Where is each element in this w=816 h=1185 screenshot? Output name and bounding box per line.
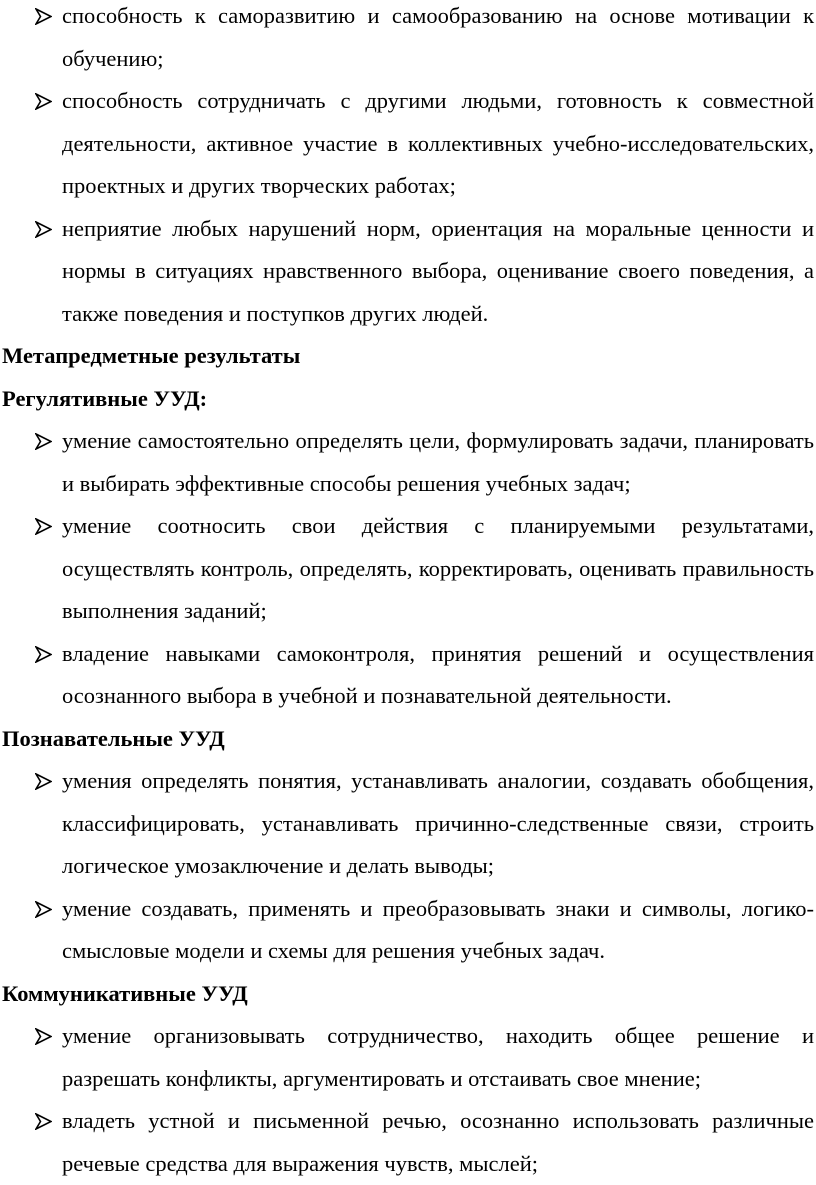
regulative-list [0, 420, 814, 718]
arrowhead-bullet-icon [35, 420, 53, 463]
list-item [0, 633, 814, 718]
arrowhead-bullet-icon [35, 208, 53, 251]
list-item-text: умение самостоятельно определять цели, формулировать задачи, планировать и выбирать эффективные способы решения учебных задач; [62, 428, 814, 496]
section-heading-metasubject: Метапредметные результаты [2, 343, 301, 368]
list-item [0, 208, 814, 336]
list-item [0, 0, 814, 80]
list-item [0, 760, 814, 888]
list-item-text: умение соотносить свои действия с планируемыми результатами, осуществлять контроль, определять, корректировать, оценивать правильность выполнения заданий; [62, 513, 814, 623]
arrowhead-bullet-icon [35, 505, 53, 548]
communicative-list [0, 1015, 814, 1185]
list-item-text: способность к саморазвитию и самообразованию на основе мотивации к обучению; [62, 3, 814, 71]
personal-results-list [0, 0, 814, 335]
arrowhead-bullet-icon [35, 80, 53, 123]
arrowhead-bullet-icon [35, 1100, 53, 1143]
section-heading-regulative: Регулятивные УУД: [2, 385, 208, 411]
arrowhead-bullet-icon [35, 760, 53, 803]
list-item [0, 505, 814, 633]
section-heading-cognitive: Познавательные УУД [2, 725, 225, 751]
arrowhead-bullet-icon [35, 633, 53, 676]
list-item [0, 888, 814, 973]
list-item [0, 420, 814, 505]
list-item [0, 1015, 814, 1100]
list-item-text: умения определять понятия, устанавливать аналогии, создавать обобщения, классифицировать, устанавливать причинно-следственные связи, строить логическое умозаключение и делать выводы; [62, 768, 814, 878]
list-item-text: умение организовывать сотрудничество, находить общее решение и разрешать конфликты, аргументировать и отстаивать свое мнение; [62, 1023, 814, 1091]
arrowhead-bullet-icon [35, 0, 53, 38]
list-item-text: владение навыками самоконтроля, принятия решений и осуществления осознанного выбора в учебной и познавательной деятельности. [62, 640, 814, 708]
cognitive-list [0, 760, 814, 973]
list-item-text: неприятие любых нарушений норм, ориентация на моральные ценности и нормы в ситуациях нравственного выбора, оценивание своего поведения, а также поведения и поступков других людей. [62, 215, 814, 326]
arrowhead-bullet-icon [35, 888, 53, 931]
list-item [0, 1100, 814, 1185]
list-item [0, 80, 814, 208]
list-item-text: умение создавать, применять и преобразовывать знаки и символы, логико-смысловые модели и схемы для решения учебных задач. [62, 895, 814, 963]
list-item-text: владеть устной и письменной речью, осознанно использовать различные речевые средства для выражения чувств, мыслей; [62, 1108, 814, 1176]
list-item-text: способность сотрудничать с другими людьми, готовность к совместной деятельности, активное участие в коллективных учебно-исследовательских, проектных и других творческих работах; [62, 88, 814, 198]
arrowhead-bullet-icon [35, 1015, 53, 1058]
section-heading-communicative: Коммуникативные УУД [2, 980, 248, 1006]
